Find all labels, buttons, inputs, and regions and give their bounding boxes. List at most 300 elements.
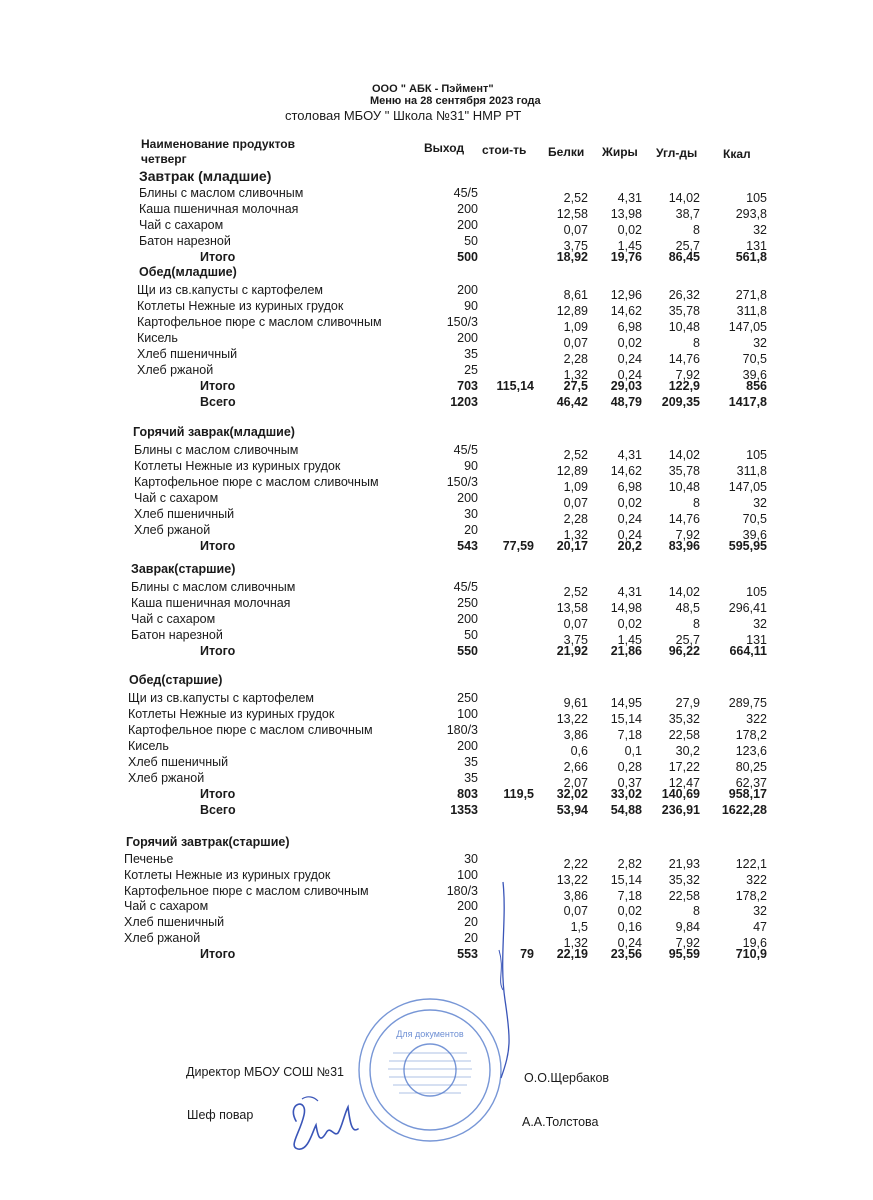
carbs-value: 86,45 xyxy=(668,250,700,264)
kcal-value: 105 xyxy=(746,585,767,599)
output-value: 90 xyxy=(464,299,478,313)
table-row xyxy=(0,443,873,462)
fat-value: 4,31 xyxy=(617,191,642,205)
table-row xyxy=(0,596,873,615)
protein-value: 0,07 xyxy=(563,336,588,350)
kcal-value: 123,6 xyxy=(735,744,767,758)
table-row xyxy=(0,475,873,494)
table-row xyxy=(0,612,873,631)
section-title: Заврак(старшие) xyxy=(131,562,236,576)
menu-date: Меню на 28 сентября 2023 года xyxy=(370,95,541,107)
output-value: 20 xyxy=(464,931,478,945)
dish-name: Хлеб ржаной xyxy=(128,771,205,785)
dish-name: Чай с сахаром xyxy=(139,218,224,232)
carbs-value: 38,7 xyxy=(675,207,700,221)
fat-value: 4,31 xyxy=(617,585,642,599)
protein-value: 2,22 xyxy=(563,857,588,871)
carbs-value: 83,96 xyxy=(668,539,700,553)
carbs-value: 9,84 xyxy=(675,920,700,935)
cost-value: 119,5 xyxy=(503,787,534,801)
dish-name: Итого xyxy=(200,946,236,961)
protein-value: 0,07 xyxy=(563,496,588,510)
carbs-value: 7,92 xyxy=(675,936,700,950)
dish-name: Каша пшеничная молочная xyxy=(131,596,291,610)
kcal-value: 105 xyxy=(746,448,767,462)
section-title: Горячий завтрак(старшие) xyxy=(126,835,290,849)
protein-value: 0,07 xyxy=(563,617,588,631)
table-row xyxy=(0,723,873,742)
output-value: 703 xyxy=(457,379,478,393)
protein-value: 1,09 xyxy=(563,480,588,494)
kcal-value: 131 xyxy=(746,633,767,647)
output-value: 35 xyxy=(464,771,478,785)
output-value: 35 xyxy=(464,347,478,361)
fat-value: 48,79 xyxy=(610,395,642,409)
fat-value: 0,02 xyxy=(617,336,642,350)
fat-value: 1,45 xyxy=(617,239,642,253)
protein-value: 0,07 xyxy=(563,904,588,919)
carbs-value: 14,02 xyxy=(668,585,700,599)
kcal-value: 47 xyxy=(753,920,767,935)
output-value: 200 xyxy=(457,612,478,626)
table-row xyxy=(0,491,873,510)
output-value: 20 xyxy=(464,523,478,537)
output-value: 150/3 xyxy=(446,315,478,329)
table-row xyxy=(0,771,873,790)
carbs-value: 95,59 xyxy=(668,946,700,961)
protein-value: 12,89 xyxy=(556,304,588,318)
column-name-line1: Наименование продуктов xyxy=(141,137,295,151)
carbs-value: 12,47 xyxy=(668,776,700,790)
protein-value: 20,17 xyxy=(556,539,588,553)
dish-name: Чай с сахаром xyxy=(131,612,216,626)
output-value: 100 xyxy=(457,707,478,721)
fat-value: 0,24 xyxy=(617,936,642,950)
dish-name: Всего xyxy=(200,395,236,409)
kcal-value: 595,95 xyxy=(728,539,767,553)
carbs-value: 122,9 xyxy=(668,379,700,393)
fat-value: 14,62 xyxy=(610,464,642,478)
protein-value: 3,75 xyxy=(563,239,588,253)
chef-title: Шеф повар xyxy=(187,1108,254,1122)
output-value: 803 xyxy=(457,787,478,801)
kcal-value: 296,41 xyxy=(728,601,767,615)
carbs-value: 140,69 xyxy=(661,787,700,801)
fat-value: 0,02 xyxy=(617,223,642,237)
carbs-value: 236,91 xyxy=(661,803,700,817)
kcal-value: 293,8 xyxy=(735,207,767,221)
table-row xyxy=(0,299,873,318)
dish-name: Итого xyxy=(200,539,236,553)
kcal-value: 147,05 xyxy=(728,320,767,334)
output-value: 543 xyxy=(457,539,478,553)
column-carbs: Угл-ды xyxy=(656,146,698,160)
column-protein: Белки xyxy=(548,145,585,159)
kcal-value: 561,8 xyxy=(735,250,767,264)
carbs-value: 14,76 xyxy=(668,352,700,366)
output-value: 200 xyxy=(457,739,478,753)
kcal-value: 131 xyxy=(746,239,767,253)
protein-value: 0,6 xyxy=(570,744,588,758)
protein-value: 0,07 xyxy=(563,223,588,237)
fat-value: 6,98 xyxy=(617,320,642,334)
kcal-value: 311,8 xyxy=(736,464,767,478)
carbs-value: 8 xyxy=(693,617,700,631)
carbs-value: 22,58 xyxy=(668,728,700,742)
fat-value: 1,45 xyxy=(617,633,642,647)
dish-name: Блины с маслом сливочным xyxy=(139,186,304,200)
protein-value: 12,89 xyxy=(556,464,588,478)
kcal-value: 122,1 xyxy=(735,857,767,871)
fat-value: 0,16 xyxy=(617,920,642,935)
protein-value: 8,61 xyxy=(563,288,588,302)
output-value: 1203 xyxy=(450,395,478,409)
carbs-value: 7,92 xyxy=(675,528,700,542)
director-name: О.О.Щербаков xyxy=(524,1071,610,1085)
signature-stroke xyxy=(483,880,523,1080)
fat-value: 12,96 xyxy=(610,288,642,302)
table-row xyxy=(0,867,873,887)
canteen-name: столовая МБОУ " Школа №31" НМР РТ xyxy=(285,108,522,123)
dish-name: Итого xyxy=(200,644,236,658)
output-value: 180/3 xyxy=(446,723,478,737)
carbs-value: 25,7 xyxy=(675,633,700,647)
company-name: ООО " АБК - Пэймент" xyxy=(372,83,494,95)
output-value: 150/3 xyxy=(446,475,478,489)
fat-value: 21,86 xyxy=(610,644,642,658)
table-row xyxy=(0,507,873,526)
protein-value: 1,5 xyxy=(570,920,588,935)
carbs-value: 209,35 xyxy=(661,395,700,409)
output-value: 550 xyxy=(457,644,478,658)
carbs-value: 22,58 xyxy=(668,888,700,903)
protein-value: 13,58 xyxy=(556,601,588,615)
dish-name: Итого xyxy=(200,787,236,801)
stamp-text: Для документов xyxy=(396,1029,464,1039)
output-value: 30 xyxy=(464,507,478,521)
carbs-value: 17,22 xyxy=(668,760,700,774)
output-value: 45/5 xyxy=(453,443,478,457)
kcal-value: 32 xyxy=(753,904,767,919)
output-value: 35 xyxy=(464,755,478,769)
dish-name: Картофельное пюре с маслом сливочным xyxy=(134,475,379,489)
protein-value: 2,52 xyxy=(563,191,588,205)
table-row xyxy=(0,283,873,302)
section-title: Обед(младшие) xyxy=(139,265,237,279)
carbs-value: 8 xyxy=(693,336,700,350)
fat-value: 0,24 xyxy=(617,512,642,526)
dish-name: Котлеты Нежные из куриных грудок xyxy=(137,299,344,313)
fat-value: 0,02 xyxy=(617,496,642,510)
kcal-value: 147,05 xyxy=(728,480,767,494)
protein-value: 13,22 xyxy=(556,712,588,726)
dish-name: Кисель xyxy=(137,331,178,345)
kcal-value: 322 xyxy=(746,712,767,726)
table-row xyxy=(0,459,873,478)
carbs-value: 8 xyxy=(693,904,700,919)
kcal-value: 32 xyxy=(753,617,767,631)
protein-value: 21,92 xyxy=(556,644,588,658)
carbs-value: 10,48 xyxy=(668,320,700,334)
kcal-value: 39,6 xyxy=(742,528,767,542)
table-row xyxy=(0,218,873,237)
protein-value: 2,66 xyxy=(563,760,588,774)
kcal-value: 271,8 xyxy=(735,288,767,302)
carbs-value: 26,32 xyxy=(668,288,700,302)
kcal-value: 1417,8 xyxy=(728,395,767,409)
fat-value: 7,18 xyxy=(617,728,642,742)
protein-value: 1,32 xyxy=(563,528,588,542)
output-value: 20 xyxy=(464,915,478,930)
protein-value: 9,61 xyxy=(563,696,588,710)
dish-name: Котлеты Нежные из куриных грудок xyxy=(134,459,341,473)
protein-value: 13,22 xyxy=(556,872,588,887)
kcal-value: 105 xyxy=(746,191,767,205)
fat-value: 15,14 xyxy=(610,712,642,726)
table-row xyxy=(0,523,873,542)
kcal-value: 664,11 xyxy=(729,644,767,658)
fat-value: 0,28 xyxy=(617,760,642,774)
protein-value: 2,28 xyxy=(563,352,588,366)
fat-value: 0,1 xyxy=(624,744,642,758)
output-value: 250 xyxy=(457,691,478,705)
dish-name: Щи из св.капусты с картофелем xyxy=(128,691,315,705)
dish-name: Чай с сахаром xyxy=(134,491,219,505)
section-title: Завтрак (младшие) xyxy=(139,168,272,184)
output-value: 200 xyxy=(457,218,478,232)
fat-value: 23,56 xyxy=(610,946,642,961)
dish-name: Кисель xyxy=(128,739,169,753)
output-value: 25 xyxy=(464,363,478,377)
total-row xyxy=(0,644,873,660)
output-value: 45/5 xyxy=(453,580,478,594)
fat-value: 0,24 xyxy=(617,528,642,542)
kcal-value: 32 xyxy=(753,496,767,510)
fat-value: 2,82 xyxy=(617,857,642,871)
kcal-value: 289,75 xyxy=(728,696,767,710)
output-value: 200 xyxy=(457,331,478,345)
carbs-value: 35,32 xyxy=(668,872,700,887)
dish-name: Итого xyxy=(200,250,236,264)
output-value: 180/3 xyxy=(446,883,478,898)
column-fat: Жиры xyxy=(602,145,638,159)
table-row xyxy=(0,315,873,334)
dish-name: Картофельное пюре с маслом сливочным xyxy=(137,315,382,329)
column-name-line2: четверг xyxy=(141,152,187,166)
protein-value: 2,52 xyxy=(563,585,588,599)
fat-value: 33,02 xyxy=(610,787,642,801)
kcal-value: 62,37 xyxy=(735,776,767,790)
protein-value: 27,5 xyxy=(563,379,588,393)
dish-name: Каша пшеничная молочная xyxy=(139,202,299,216)
director-title: Директор МБОУ СОШ №31 xyxy=(186,1065,344,1079)
carbs-value: 27,9 xyxy=(675,696,700,710)
fat-value: 19,76 xyxy=(610,250,642,264)
section-title: Обед(старшие) xyxy=(129,673,223,687)
carbs-value: 35,78 xyxy=(668,464,700,478)
table-row xyxy=(0,739,873,758)
dish-name: Батон нарезной xyxy=(131,628,223,642)
protein-value: 2,52 xyxy=(563,448,588,462)
dish-name: Хлеб пшеничный xyxy=(124,915,225,930)
cost-value: 77,59 xyxy=(502,539,534,553)
output-value: 200 xyxy=(457,283,478,297)
carbs-value: 35,32 xyxy=(668,712,700,726)
kcal-value: 80,25 xyxy=(735,760,767,774)
fat-value: 6,98 xyxy=(617,480,642,494)
dish-name: Блины с маслом сливочным xyxy=(134,443,299,457)
protein-value: 3,86 xyxy=(563,728,588,742)
carbs-value: 8 xyxy=(693,223,700,237)
chef-signature xyxy=(278,1093,368,1153)
carbs-value: 21,93 xyxy=(668,857,700,871)
table-row xyxy=(0,331,873,350)
chef-name: А.А.Толстова xyxy=(522,1115,599,1129)
kcal-value: 710,9 xyxy=(735,946,767,961)
table-row xyxy=(0,899,873,919)
table-row xyxy=(0,628,873,647)
table-row xyxy=(0,755,873,774)
fat-value: 20,2 xyxy=(617,539,642,553)
kcal-value: 19,6 xyxy=(742,936,767,950)
output-value: 500 xyxy=(457,250,478,264)
protein-value: 18,92 xyxy=(556,250,588,264)
kcal-value: 958,17 xyxy=(728,787,767,801)
carbs-value: 25,7 xyxy=(675,239,700,253)
fat-value: 29,03 xyxy=(610,379,642,393)
protein-value: 22,19 xyxy=(556,946,588,961)
column-output: Выход xyxy=(424,141,465,155)
kcal-value: 178,2 xyxy=(735,888,767,903)
protein-value: 2,28 xyxy=(563,512,588,526)
table-row xyxy=(0,234,873,253)
table-row xyxy=(0,202,873,221)
kcal-value: 322 xyxy=(746,872,767,887)
total-row xyxy=(0,803,873,819)
dish-name: Хлеб пшеничный xyxy=(128,755,229,769)
output-value: 50 xyxy=(464,234,478,248)
output-value: 553 xyxy=(457,946,478,961)
kcal-value: 32 xyxy=(753,223,767,237)
dish-name: Картофельное пюре с маслом сливочным xyxy=(128,723,373,737)
protein-value: 2,07 xyxy=(563,776,588,790)
total-row xyxy=(0,379,873,395)
fat-value: 0,24 xyxy=(617,368,642,382)
carbs-value: 10,48 xyxy=(668,480,700,494)
fat-value: 54,88 xyxy=(610,803,642,817)
output-value: 200 xyxy=(457,202,478,216)
carbs-value: 35,78 xyxy=(668,304,700,318)
fat-value: 0,37 xyxy=(617,776,642,790)
output-value: 100 xyxy=(457,867,478,882)
dish-name: Хлеб пшеничный xyxy=(137,347,238,361)
table-row xyxy=(0,691,873,710)
kcal-value: 70,5 xyxy=(742,512,767,526)
table-row xyxy=(0,363,873,382)
carbs-value: 7,92 xyxy=(675,368,700,382)
kcal-value: 70,5 xyxy=(742,352,767,366)
dish-name: Хлеб ржаной xyxy=(134,523,211,537)
fat-value: 4,31 xyxy=(617,448,642,462)
carbs-value: 96,22 xyxy=(668,644,700,658)
dish-name: Батон нарезной xyxy=(139,234,231,248)
protein-value: 1,32 xyxy=(563,368,588,382)
output-value: 90 xyxy=(464,459,478,473)
dish-name: Печенье xyxy=(124,852,174,866)
total-row xyxy=(0,947,873,963)
protein-value: 1,09 xyxy=(563,320,588,334)
protein-value: 3,75 xyxy=(563,633,588,647)
output-value: 30 xyxy=(464,852,478,866)
table-row xyxy=(0,580,873,599)
total-row xyxy=(0,250,873,266)
protein-value: 12,58 xyxy=(556,207,588,221)
output-value: 45/5 xyxy=(453,186,478,200)
dish-name: Итого xyxy=(200,379,236,393)
protein-value: 3,86 xyxy=(563,888,588,903)
table-row xyxy=(0,915,873,935)
output-value: 250 xyxy=(457,596,478,610)
table-row xyxy=(0,931,873,950)
dish-name: Щи из св.капусты с картофелем xyxy=(137,283,324,297)
fat-value: 14,98 xyxy=(610,601,642,615)
kcal-value: 311,8 xyxy=(736,304,767,318)
table-row xyxy=(0,707,873,726)
dish-name: Чай с сахаром xyxy=(124,899,209,914)
total-row xyxy=(0,787,873,803)
dish-name: Котлеты Нежные из куриных грудок xyxy=(128,707,335,721)
protein-value: 46,42 xyxy=(556,395,588,409)
total-row xyxy=(0,395,873,411)
kcal-value: 32 xyxy=(753,336,767,350)
table-row xyxy=(0,852,873,871)
carbs-value: 8 xyxy=(693,496,700,510)
kcal-value: 178,2 xyxy=(735,728,767,742)
carbs-value: 14,02 xyxy=(668,191,700,205)
fat-value: 0,02 xyxy=(617,617,642,631)
kcal-value: 39,6 xyxy=(742,368,767,382)
fat-value: 0,24 xyxy=(617,352,642,366)
column-kcal: Ккал xyxy=(723,147,751,161)
protein-value: 1,32 xyxy=(563,936,588,950)
fat-value: 13,98 xyxy=(610,207,642,221)
dish-name: Блины с маслом сливочным xyxy=(131,580,296,594)
carbs-value: 14,02 xyxy=(668,448,700,462)
protein-value: 32,02 xyxy=(556,787,588,801)
fat-value: 14,62 xyxy=(610,304,642,318)
fat-value: 14,95 xyxy=(610,696,642,710)
output-value: 1353 xyxy=(450,803,478,817)
total-row xyxy=(0,539,873,555)
dish-name: Всего xyxy=(200,803,236,817)
dish-name: Картофельное пюре с маслом сливочным xyxy=(124,883,369,898)
dish-name: Хлеб ржаной xyxy=(137,363,214,377)
section-title: Горячий заврак(младшие) xyxy=(133,425,295,439)
table-row xyxy=(0,883,873,903)
cost-value: 115,14 xyxy=(496,379,534,393)
dish-name: Хлеб пшеничный xyxy=(134,507,235,521)
kcal-value: 1622,28 xyxy=(721,803,767,817)
output-value: 200 xyxy=(457,491,478,505)
fat-value: 7,18 xyxy=(617,888,642,903)
protein-value: 53,94 xyxy=(556,803,588,817)
table-row xyxy=(0,347,873,366)
carbs-value: 48,5 xyxy=(675,601,700,615)
column-cost: стои-ть xyxy=(482,143,527,157)
dish-name: Хлеб ржаной xyxy=(124,931,201,945)
table-row xyxy=(0,186,873,205)
carbs-value: 14,76 xyxy=(668,512,700,526)
